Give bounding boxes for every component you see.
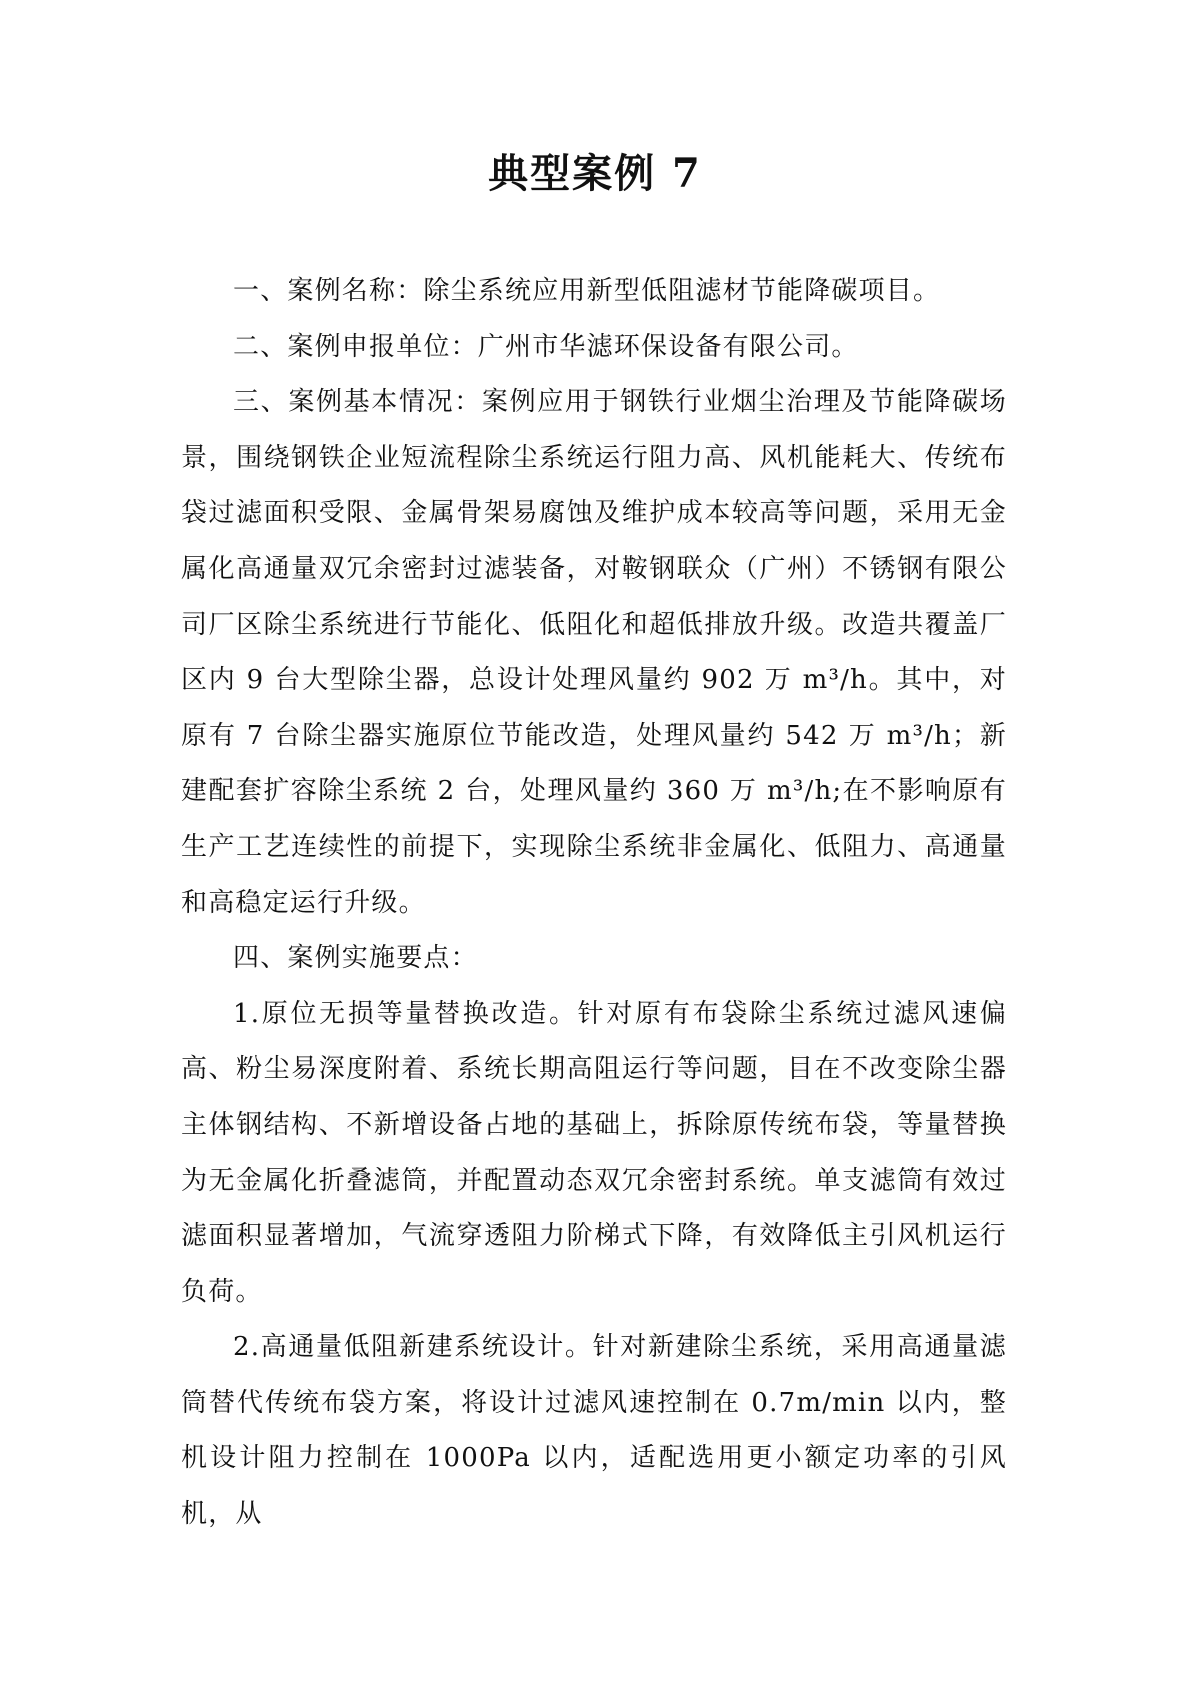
paragraph-point-1: 1.原位无损等量替换改造。针对原有布袋除尘系统过滤风速偏高、粉尘易深度附着、系统长期高阻运行等问题，目在不改变除尘器主体钢结构、不新增设备占地的基础上，拆除原传统布袋，等量替换为无金属化折叠滤筒，并配置动态双冗余密封系统。单支滤筒有效过滤面积显著增加，气流穿透阻力阶梯式下降，有效降低主引风机运行负荷。 [181,998,1007,1307]
paragraph-case-name: 一、案例名称：除尘系统应用新型低阻滤材节能降碳项目。 [233,276,941,306]
paragraph-basic-info: 三、案例基本情况：案例应用于钢铁行业烟尘治理及节能降碳场景，围绕钢铁企业短流程除尘系统运行阻力高、风机能耗大、传统布袋过滤面积受限、金属骨架易腐蚀及维护成本较高等问题，采用无金属化高通量双冗余密封过滤装备，对鞍钢联众（广州）不锈钢有限公司厂区除尘系统进行节能化、低阻化和超低排放升级。改造共覆盖厂区内 9 台大型除尘器，总设计处理风量约 902 万 m³/h。其中，对原有 7 台除尘器实施原位节能改造，处理风量约 542 万 m³/h；新建配套扩容除尘系统 2 台，处理风量约 360 万 m³/h;在不影响原有生产工艺连续性的前提下，实现除尘系统非金属化、低阻力、高通量和高稳定运行升级。 [181,387,1007,918]
paragraph-point-2: 2.高通量低阻新建系统设计。针对新建除尘系统，采用高通量滤筒替代传统布袋方案，将设计过滤风速控制在 0.7m/min 以内，整机设计阻力控制在 1000Pa 以内，适配选用更小额定功率的引风机，从 [181,1332,1007,1530]
document-title: 典型案例 7 [488,150,702,197]
paragraph-key-points-heading: 四、案例实施要点： [233,943,478,974]
document-body [181,264,1007,1543]
paragraph-applicant: 二、案例申报单位：广州市华滤环保设备有限公司。 [233,331,859,362]
